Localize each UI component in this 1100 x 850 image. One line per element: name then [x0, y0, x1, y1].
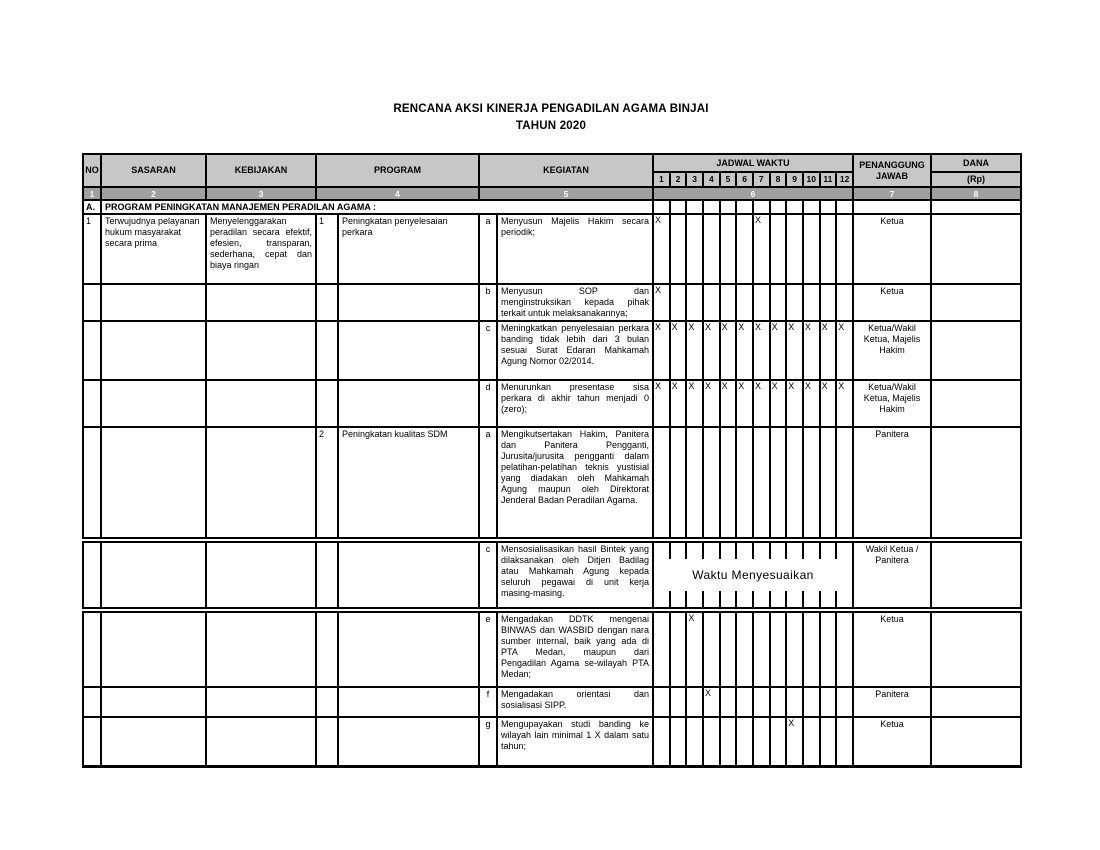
- table-row: [83, 610, 1021, 687]
- schedule-cell-m10: [803, 200, 820, 214]
- kegiatan-letter-cell: b: [479, 284, 497, 321]
- schedule-cell-m9: [786, 214, 803, 284]
- schedule-cell-m9: X: [786, 717, 803, 766]
- pj-cell: Ketua: [853, 284, 931, 321]
- schedule-cell-m3: X: [686, 321, 703, 380]
- schedule-cell-m7: [753, 610, 770, 687]
- schedule-cell-m10: X: [803, 321, 820, 380]
- sasaran-cell: [101, 687, 206, 717]
- schedule-cell-m8: [770, 717, 787, 766]
- kegiatan-cell: Menurunkan presentase sisa perkara di akhir tahun menjadi 0 (zero);: [497, 380, 653, 427]
- table-row: [83, 321, 1021, 380]
- schedule-cell-m1: X: [653, 284, 670, 321]
- schedule-cell-m10: [803, 427, 820, 540]
- schedule-cell-m3: [686, 427, 703, 540]
- table-row: [83, 214, 1021, 284]
- col-header-month-1: 1: [653, 172, 670, 187]
- kegiatan-cell: Mensosialisasikan hasil Bintek yang dilaksanakan oleh Ditjen Badilag atau Mahkamah Agung kepada seluruh pegawai di unit kerja masing-masing.: [497, 540, 653, 610]
- col-header-month-12: 12: [836, 172, 853, 187]
- no-cell: [83, 610, 101, 687]
- schedule-cell-m1: [653, 687, 670, 717]
- table-row: [83, 380, 1021, 427]
- schedule-note-cell: [653, 540, 853, 610]
- schedule-cell-m4: X: [703, 321, 720, 380]
- document-title-line2: TAHUN 2020: [515, 120, 587, 132]
- schedule-grid-stub-top: [654, 543, 852, 559]
- schedule-cell-m1: [653, 200, 670, 214]
- program-no-cell: [316, 321, 338, 380]
- schedule-cell-m5: X: [720, 321, 737, 380]
- schedule-cell-m5: [720, 610, 737, 687]
- program-cell: [338, 687, 479, 717]
- schedule-cell-m9: [786, 284, 803, 321]
- schedule-cell-m10: [803, 610, 820, 687]
- kebijakan-cell: [206, 610, 316, 687]
- schedule-cell-m12: X: [836, 380, 853, 427]
- schedule-cell-m2: X: [670, 380, 687, 427]
- schedule-cell-m4: [703, 717, 720, 766]
- schedule-cell-m7: [753, 200, 770, 214]
- schedule-cell-m12: X: [836, 321, 853, 380]
- schedule-cell-m3: [686, 214, 703, 284]
- schedule-cell-m8: [770, 200, 787, 214]
- schedule-cell-m11: [820, 200, 837, 214]
- no-cell: [83, 427, 101, 540]
- schedule-cell-m8: [770, 284, 787, 321]
- schedule-cell-m4: [703, 427, 720, 540]
- kebijakan-cell: [206, 427, 316, 540]
- table-row: [83, 284, 1021, 321]
- schedule-cell-m3: X: [686, 380, 703, 427]
- schedule-cell-m6: [736, 284, 753, 321]
- program-cell: Peningkatan penyelesaian perkara: [338, 214, 479, 284]
- schedule-cell-m10: [803, 284, 820, 321]
- col-header-month-6: 6: [736, 172, 753, 187]
- col-header-no: NO: [83, 154, 101, 187]
- table-row: [83, 687, 1021, 717]
- program-no-cell: [316, 610, 338, 687]
- col-header-dana: DANA: [931, 154, 1021, 172]
- schedule-cell-m12: [836, 687, 853, 717]
- table-row: [83, 427, 1021, 540]
- dana-cell: [931, 214, 1021, 284]
- col-header-month-11: 11: [820, 172, 837, 187]
- schedule-cell-m8: [770, 610, 787, 687]
- schedule-cell-m10: [803, 717, 820, 766]
- schedule-cell-m9: [786, 610, 803, 687]
- schedule-note-text: Waktu Menyesuaikan: [692, 567, 814, 582]
- dana-cell: [931, 717, 1021, 766]
- schedule-cell-m2: [670, 610, 687, 687]
- table-row: [83, 540, 1021, 610]
- schedule-cell-m7: X: [753, 380, 770, 427]
- column-number-8: 8: [931, 187, 1021, 200]
- schedule-cell-m11: X: [820, 380, 837, 427]
- pj-cell: Panitera: [853, 427, 931, 540]
- schedule-cell-m11: [820, 610, 837, 687]
- schedule-cell-m8: [770, 214, 787, 284]
- col-header-month-4: 4: [703, 172, 720, 187]
- schedule-cell-m4: [703, 200, 720, 214]
- schedule-cell-m7: [753, 687, 770, 717]
- schedule-cell-m4: [703, 610, 720, 687]
- schedule-cell-m3: X: [686, 610, 703, 687]
- no-cell: 1: [83, 214, 101, 284]
- schedule-cell-m2: [670, 200, 687, 214]
- schedule-cell-m8: [770, 427, 787, 540]
- kegiatan-letter-cell: g: [479, 717, 497, 766]
- program-cell: [338, 540, 479, 610]
- dana-cell: [931, 610, 1021, 687]
- pj-cell: Wakil Ketua / Panitera: [853, 540, 931, 610]
- kebijakan-cell: [206, 687, 316, 717]
- table-row: [83, 717, 1021, 766]
- col-header-kegiatan: KEGIATAN: [479, 154, 653, 187]
- schedule-cell-m6: [736, 687, 753, 717]
- document-title-line1: RENCANA AKSI KINERJA PENGADILAN AGAMA BINJAI: [393, 103, 709, 115]
- schedule-cell-m5: [720, 214, 737, 284]
- schedule-cell-m9: X: [786, 380, 803, 427]
- schedule-cell-m11: X: [820, 321, 837, 380]
- dana-cell: [931, 200, 1021, 214]
- dana-cell: [931, 540, 1021, 610]
- col-header-penanggung-jawab: PENANGGUNG JAWAB: [853, 154, 931, 187]
- schedule-cell-m10: X: [803, 380, 820, 427]
- col-header-month-3: 3: [686, 172, 703, 187]
- column-number-1: 1: [83, 187, 101, 200]
- schedule-cell-m1: [653, 610, 670, 687]
- no-cell: [83, 321, 101, 380]
- kegiatan-letter-cell: f: [479, 687, 497, 717]
- header-row-labels: [83, 154, 1021, 172]
- program-cell: [338, 717, 479, 766]
- schedule-cell-m9: [786, 200, 803, 214]
- kegiatan-cell: Mengupayakan studi banding ke wilayah lain minimal 1 X dalam satu tahun;: [497, 717, 653, 766]
- sasaran-cell: [101, 321, 206, 380]
- no-cell: [83, 687, 101, 717]
- column-number-2: 2: [101, 187, 206, 200]
- schedule-cell-m11: [820, 214, 837, 284]
- kegiatan-letter-cell: a: [479, 427, 497, 540]
- schedule-cell-m4: [703, 284, 720, 321]
- dana-cell: [931, 321, 1021, 380]
- schedule-cell-m3: [686, 284, 703, 321]
- action-plan-table: [82, 153, 1022, 768]
- schedule-cell-m9: [786, 687, 803, 717]
- schedule-cell-m12: [836, 214, 853, 284]
- schedule-cell-m11: [820, 717, 837, 766]
- program-cell: [338, 610, 479, 687]
- schedule-cell-m11: [820, 284, 837, 321]
- column-number-4: 4: [316, 187, 479, 200]
- kegiatan-cell: Mengikutsertakan Hakim, Panitera dan Panitera Pengganti, Jurusita/jurusita pengganti dalam pelatihan-pelatihan teknis yustisial yang diadakan oleh Mahkamah Agung maupun oleh Direktorat Jenderal Badan Peradilan Agama.: [497, 427, 653, 540]
- kegiatan-letter-cell: e: [479, 610, 497, 687]
- schedule-cell-m6: [736, 200, 753, 214]
- schedule-cell-m5: [720, 284, 737, 321]
- schedule-cell-m12: [836, 200, 853, 214]
- sasaran-cell: [101, 427, 206, 540]
- dana-cell: [931, 427, 1021, 540]
- schedule-cell-m12: [836, 284, 853, 321]
- kegiatan-cell: Meningkatkan penyelesaian perkara banding tidak lebih dari 3 bulan sesuai Surat Edaran Mahkamah Agung Nomor 02/2014.: [497, 321, 653, 380]
- kegiatan-letter-cell: a: [479, 214, 497, 284]
- col-header-month-10: 10: [803, 172, 820, 187]
- no-cell: [83, 380, 101, 427]
- section-title-cell: PROGRAM PENINGKATAN MANAJEMEN PERADILAN AGAMA :: [101, 200, 653, 214]
- schedule-cell-m10: [803, 214, 820, 284]
- no-cell: [83, 717, 101, 766]
- kebijakan-cell: [206, 284, 316, 321]
- schedule-cell-m11: [820, 687, 837, 717]
- schedule-cell-m7: [753, 284, 770, 321]
- pj-cell: [853, 200, 931, 214]
- schedule-cell-m11: [820, 427, 837, 540]
- sasaran-cell: [101, 380, 206, 427]
- program-cell: [338, 380, 479, 427]
- col-header-month-5: 5: [720, 172, 737, 187]
- col-header-month-8: 8: [770, 172, 787, 187]
- program-cell: [338, 284, 479, 321]
- col-header-program: PROGRAM: [316, 154, 479, 187]
- document-title: [82, 101, 1020, 135]
- schedule-cell-m6: X: [736, 380, 753, 427]
- pj-cell: Ketua: [853, 610, 931, 687]
- col-header-month-7: 7: [753, 172, 770, 187]
- schedule-cell-m8: X: [770, 380, 787, 427]
- schedule-cell-m5: X: [720, 380, 737, 427]
- dana-cell: [931, 687, 1021, 717]
- col-header-month-9: 9: [786, 172, 803, 187]
- schedule-cell-m5: [720, 427, 737, 540]
- sasaran-cell: [101, 717, 206, 766]
- schedule-cell-m6: [736, 214, 753, 284]
- schedule-cell-m7: X: [753, 214, 770, 284]
- schedule-cell-m7: [753, 717, 770, 766]
- schedule-cell-m6: X: [736, 321, 753, 380]
- section-row: [83, 200, 1021, 214]
- pj-cell: Ketua: [853, 717, 931, 766]
- kegiatan-cell: Menyusun Majelis Hakim secara periodik;: [497, 214, 653, 284]
- schedule-cell-m5: [720, 717, 737, 766]
- schedule-cell-m1: [653, 427, 670, 540]
- program-no-cell: [316, 687, 338, 717]
- program-no-cell: 2: [316, 427, 338, 540]
- schedule-cell-m4: [703, 214, 720, 284]
- pj-cell: Ketua: [853, 214, 931, 284]
- schedule-cell-m6: [736, 717, 753, 766]
- kebijakan-cell: [206, 540, 316, 610]
- section-letter-cell: A.: [83, 200, 101, 214]
- schedule-cell-m1: X: [653, 321, 670, 380]
- program-no-cell: [316, 380, 338, 427]
- program-cell: [338, 321, 479, 380]
- schedule-cell-m2: [670, 687, 687, 717]
- col-header-sasaran: SASARAN: [101, 154, 206, 187]
- kegiatan-letter-cell: d: [479, 380, 497, 427]
- schedule-cell-m6: [736, 610, 753, 687]
- pj-cell: Ketua/Wakil Ketua, Majelis Hakim: [853, 380, 931, 427]
- schedule-cell-m2: [670, 427, 687, 540]
- schedule-cell-m2: [670, 284, 687, 321]
- kebijakan-cell: Menyelenggarakan peradilan secara efektif, efesien, transparan, sederhana, cepat dan biaya ringan: [206, 214, 316, 284]
- schedule-cell-m12: [836, 610, 853, 687]
- schedule-cell-m7: [753, 427, 770, 540]
- pj-cell: Panitera: [853, 687, 931, 717]
- sasaran-cell: [101, 610, 206, 687]
- kegiatan-cell: Mengadakan orientasi dan sosialisasi SIPP.: [497, 687, 653, 717]
- schedule-cell-m1: X: [653, 214, 670, 284]
- program-no-cell: [316, 540, 338, 610]
- col-header-month-2: 2: [670, 172, 687, 187]
- no-cell: [83, 540, 101, 610]
- dana-cell: [931, 380, 1021, 427]
- sasaran-cell: Terwujudnya pelayanan hukum masyarakat secara prima: [101, 214, 206, 284]
- col-header-kebijakan: KEBIJAKAN: [206, 154, 316, 187]
- program-no-cell: [316, 284, 338, 321]
- program-no-cell: [316, 717, 338, 766]
- pj-cell: Ketua/Wakil Ketua, Majelis Hakim: [853, 321, 931, 380]
- schedule-cell-m10: [803, 687, 820, 717]
- schedule-cell-m1: X: [653, 380, 670, 427]
- schedule-cell-m7: X: [753, 321, 770, 380]
- schedule-cell-m8: [770, 687, 787, 717]
- schedule-cell-m2: X: [670, 321, 687, 380]
- program-no-cell: 1: [316, 214, 338, 284]
- col-header-rp: (Rp): [931, 172, 1021, 187]
- column-number-7: 7: [853, 187, 931, 200]
- column-number-3: 3: [206, 187, 316, 200]
- schedule-cell-m9: [786, 427, 803, 540]
- sasaran-cell: [101, 540, 206, 610]
- column-number-5: 5: [479, 187, 653, 200]
- schedule-cell-m6: [736, 427, 753, 540]
- schedule-grid-stub-bottom: [654, 591, 852, 607]
- kegiatan-letter-cell: c: [479, 540, 497, 610]
- kegiatan-letter-cell: c: [479, 321, 497, 380]
- program-cell: Peningkatan kualitas SDM: [338, 427, 479, 540]
- dana-cell: [931, 284, 1021, 321]
- schedule-cell-m12: [836, 427, 853, 540]
- schedule-cell-m2: [670, 717, 687, 766]
- column-number-6: 6: [653, 187, 853, 200]
- schedule-cell-m2: [670, 214, 687, 284]
- schedule-cell-m4: X: [703, 380, 720, 427]
- kebijakan-cell: [206, 380, 316, 427]
- schedule-cell-m9: X: [786, 321, 803, 380]
- kegiatan-cell: Menyusun SOP dan menginstruksikan kepada pihak terkait untuk melaksanakannya;: [497, 284, 653, 321]
- sasaran-cell: [101, 284, 206, 321]
- schedule-cell-m3: [686, 717, 703, 766]
- kebijakan-cell: [206, 321, 316, 380]
- schedule-cell-m5: [720, 687, 737, 717]
- schedule-cell-m3: [686, 200, 703, 214]
- kebijakan-cell: [206, 717, 316, 766]
- schedule-cell-m1: [653, 717, 670, 766]
- schedule-cell-m4: X: [703, 687, 720, 717]
- no-cell: [83, 284, 101, 321]
- header-row-column-numbers: [83, 187, 1021, 200]
- schedule-cell-m3: [686, 687, 703, 717]
- col-header-jadwal-waktu: JADWAL WAKTU: [653, 154, 853, 172]
- schedule-cell-m5: [720, 200, 737, 214]
- schedule-cell-m8: X: [770, 321, 787, 380]
- schedule-cell-m12: [836, 717, 853, 766]
- kegiatan-cell: Mengadakan DDTK mengenai BINWAS dan WASBID dengan nara sumber internal, baik yang ada di PTA Medan, maupun dari Pengadilan Agama se-wilayah PTA Medan;: [497, 610, 653, 687]
